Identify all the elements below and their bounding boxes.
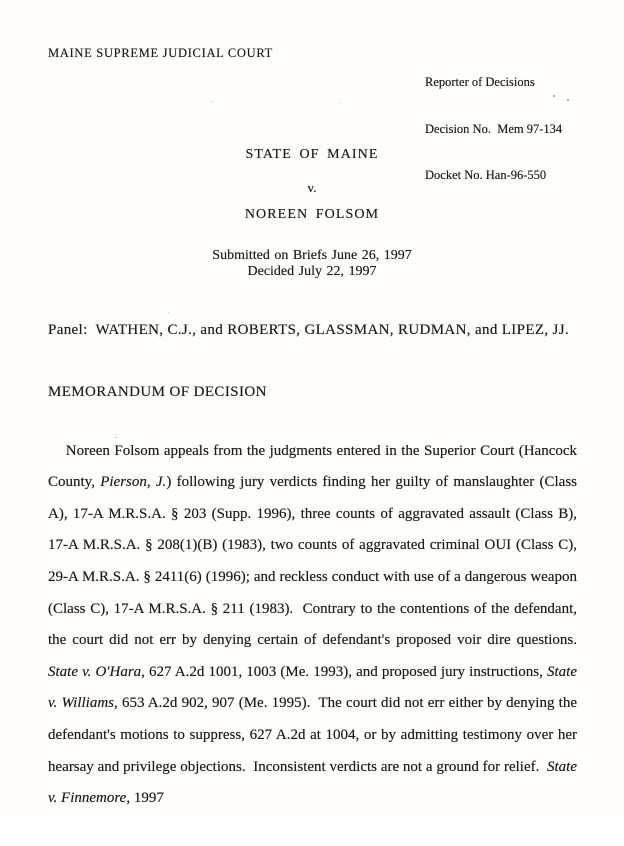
versus-abbreviation: v. bbox=[307, 180, 317, 195]
citation-pierson: Pierson, J. bbox=[100, 474, 167, 491]
text-segment: , 1997 bbox=[126, 790, 164, 807]
party-defendant: NOREEN FOLSOM bbox=[244, 207, 380, 222]
reporter-of-decisions-line: Reporter of Decisions bbox=[425, 75, 535, 89]
text-segment: ) following jury verdicts finding her guilty of manslaughter (Class A), 17-A M.R.S.A. § 203 (Supp. 1996), three counts of aggravated assault (Class B), 17-A M.R.S.A. § 208(1)(B) (1983), two counts of aggravated criminal OUI (Class C), 29-A M.R.S.A. § 2411(6) (1996); and reckless conduct with use of a dangerous weapon (Class C), 17-A M.R.S.A. § 211 (1983). Contrary to the contentions of the defendant, the court did not err by denying certain of defendant's proposed voir dire questions. bbox=[48, 474, 585, 649]
scan-speckle bbox=[346, 472, 348, 473]
citation-finnemore: State v. Finnemore bbox=[48, 758, 581, 807]
scan-speckle bbox=[211, 101, 213, 102]
text-segment: , 627 A.2d 1001, 1003 (Me. 1993), and proposed jury instructions, bbox=[141, 663, 547, 680]
opinion-paragraph bbox=[48, 404, 585, 846]
decided-date-line: Decided July 22, 1997 bbox=[247, 264, 377, 279]
party-plaintiff: STATE OF MAINE bbox=[245, 147, 379, 162]
citation-williams: State v. Williams bbox=[48, 663, 581, 712]
text-segment: , 653 A.2d 902, 907 (Me. 1995). The court did not err either by denying the defendant's motions to suppress, 627 A.2d at 1004, or by admitting testimony over her hearsay and privilege objections. Inconsistent verdicts are not a ground for relief. bbox=[48, 695, 581, 775]
scan-speckle bbox=[340, 103, 341, 104]
submitted-date-line: Submitted on Briefs June 26, 1997 bbox=[212, 248, 412, 263]
text-segment: Noreen Folsom appeals from the judgments entered in the Superior Court (Hancock County, bbox=[48, 442, 581, 491]
scan-speckle bbox=[567, 99, 569, 101]
citation-ohara: State v. O'Hara bbox=[48, 663, 142, 680]
court-name: MAINE SUPREME JUDICIAL COURT bbox=[48, 46, 273, 60]
docket-number-line: Docket No. Han-96-550 bbox=[425, 168, 547, 182]
scan-speckle bbox=[470, 696, 471, 697]
memorandum-heading: MEMORANDUM OF DECISION bbox=[48, 384, 267, 400]
decision-number-line: Decision No. Mem 97-134 bbox=[425, 121, 563, 136]
panel-of-justices-line: Panel: WATHEN, C.J., and ROBERTS, GLASSMAN, RUDMAN, and LIPEZ, JJ. bbox=[48, 322, 570, 338]
scan-speckle bbox=[115, 437, 117, 438]
scan-speckle bbox=[168, 312, 169, 313]
case-caption bbox=[0, 147, 624, 280]
scan-speckle bbox=[553, 95, 555, 97]
